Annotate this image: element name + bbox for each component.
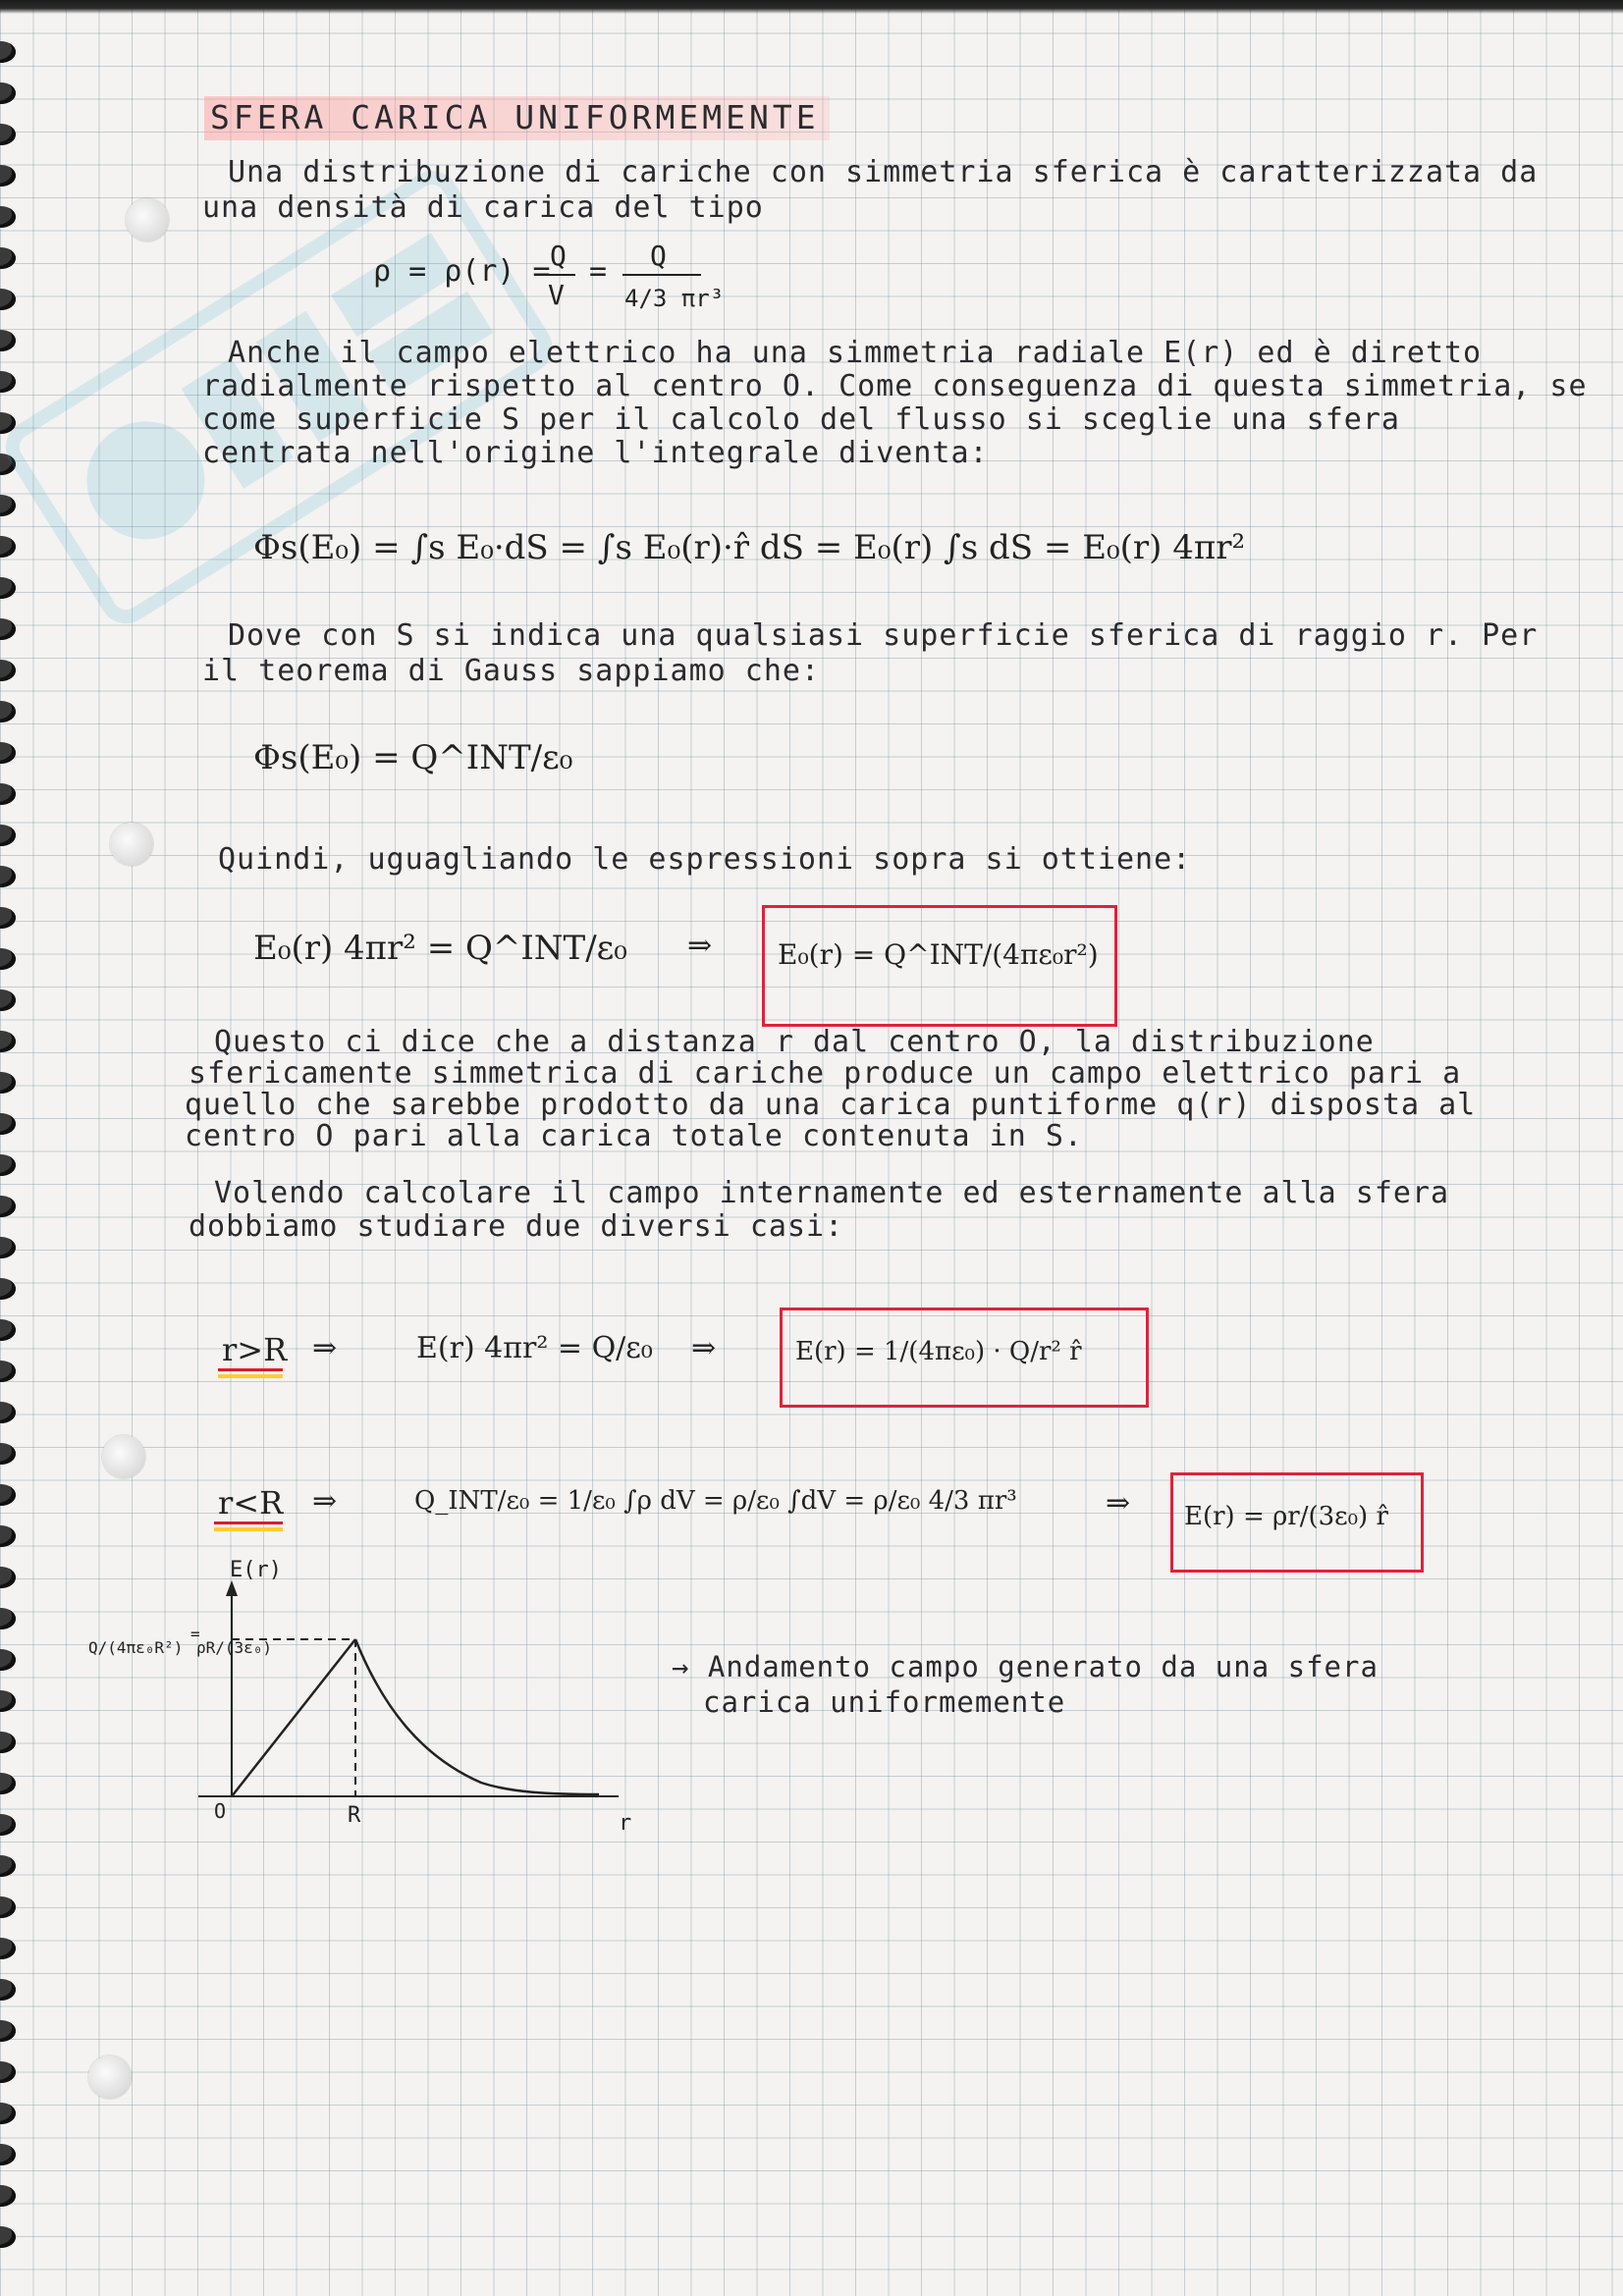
svg-text:Q: Q [550,240,567,272]
binding-ring [0,577,16,599]
binding-ring [0,1855,16,1877]
punch-hole [88,2056,132,2099]
page-top-edge [0,0,1623,14]
binding-ring [0,536,16,558]
R-label: R [348,1803,361,1828]
binding-ring [0,1690,16,1712]
peak-label-left: Q/(4πε₀R²) [88,1638,184,1657]
binding-ring [0,701,16,722]
punch-hole [102,1435,145,1478]
text-line: centrata nell'origine l'integrale diventa: [202,436,989,470]
red-underline [214,1522,283,1524]
binding-ring [0,948,16,970]
field-graph [88,1551,658,1845]
binding-ring [0,1402,16,1423]
binding-ring [0,165,16,187]
binding-ring [0,41,16,63]
text-line: sfericamente simmetrica di cariche produce un campo elettrico pari a [189,1056,1462,1091]
svg-text:V: V [548,279,565,311]
binding-ring [0,1237,16,1258]
binding-ring [0,1896,16,1918]
binding-ring [0,289,16,310]
implies-arrow: ⇒ [691,1331,717,1365]
case-outside-mid-equation: E(r) 4πr² = Q/ε₀ [416,1331,653,1365]
binding-ring [0,124,16,145]
punch-hole [110,823,153,866]
y-axis-label: E(r) [230,1558,282,1582]
svg-text:Q: Q [650,240,667,272]
binding-ring [0,495,16,516]
punch-hole [126,198,169,241]
graph-note-line: carica uniformemente [703,1685,1066,1719]
binding-ring [0,1567,16,1588]
binding-ring [0,1072,16,1094]
text-line: Anche il campo elettrico ha una simmetria radiale E(r) ed è diretto [228,336,1483,370]
case-inside-result-equation: E(r) = ρr/(3ε₀) r̂ [1184,1502,1388,1531]
binding-ring [0,907,16,929]
text-line: come superficie S per il calcolo del flusso si sceglie una sfera [202,402,1400,437]
implies-arrow: ⇒ [312,1331,338,1365]
text-line: Volendo calcolare il campo internamente ed esternamente alla sfera [214,1176,1450,1210]
y-axis-arrow [226,1580,238,1596]
binding-ring [0,1649,16,1671]
text-line: dobbiamo studiare due diversi casi: [189,1209,844,1244]
binding-ring [0,206,16,228]
binding-ring [0,866,16,887]
binding-ring [0,989,16,1011]
gauss-equation: Φs(E₀) = Q^INT/ε₀ [253,738,573,777]
text-line: una densità di carica del tipo [202,190,764,225]
binding-ring [0,1113,16,1135]
density-equation [373,236,727,324]
binding-ring [0,825,16,846]
peak-label-eq: = [190,1625,200,1643]
equate-result-equation: E₀(r) = Q^INT/(4πε₀r²) [778,938,1099,971]
origin-label: O [214,1799,227,1823]
yellow-underline [218,1374,283,1378]
binding-ring [0,1525,16,1547]
text-line: Quindi, uguagliando le espressioni sopra si ottiene: [218,842,1192,877]
page-title: SFERA CARICA UNIFORMEMENTE [204,96,830,140]
binding-ring [0,1154,16,1176]
binding-ring [0,1938,16,1959]
binding-ring [0,2185,16,2207]
binding-ring [0,2103,16,2124]
implies-arrow: ⇒ [1106,1486,1131,1521]
binding-ring [0,2144,16,2165]
binding-ring [0,1979,16,2001]
binding-ring [0,454,16,475]
text-line: il teorema di Gauss sappiamo che: [202,654,821,688]
binding-ring [0,1814,16,1836]
case-outside-label: r>R [222,1331,288,1368]
graph-note-line: → Andamento campo generato da una sfera [672,1650,1379,1683]
flux-integral-equation: Φs(E₀) = ∫s E₀·dS = ∫s E₀(r)·r̂ dS = E₀(r) ∫s dS = E₀(r) 4πr² [253,528,1246,567]
implies-arrow: ⇒ [687,929,713,963]
binding-ring [0,1443,16,1465]
text-line: Questo ci dice che a distanza r dal centro O, la distribuzione [214,1025,1375,1059]
case-inside-label: r<R [218,1484,284,1522]
binding-ring [0,2226,16,2248]
case-inside-mid-equation: Q_INT/ε₀ = 1/ε₀ ∫ρ dV = ρ/ε₀ ∫dV = ρ/ε₀ 4/3 πr³ [414,1486,1017,1516]
binding-ring [0,618,16,640]
case-outside-result-equation: E(r) = 1/(4πε₀) · Q/r² r̂ [795,1337,1082,1366]
implies-arrow: ⇒ [312,1484,338,1519]
binding-ring [0,660,16,681]
x-axis-label: r [619,1811,632,1836]
binding-ring [0,82,16,104]
text-line: radialmente rispetto al centro O. Come conseguenza di questa simmetria, se [202,369,1588,403]
binding-ring [0,1196,16,1217]
peak-label-right: ρR/(3ε₀) [196,1638,273,1657]
binding-ring [0,1319,16,1341]
binding-ring [0,2061,16,2083]
binding-ring [0,412,16,434]
linear-inside-curve [232,1639,355,1796]
binding-ring [0,742,16,764]
binding-ring [0,247,16,269]
binding-ring [0,1031,16,1052]
binding-ring [0,1773,16,1794]
red-underline [218,1368,283,1371]
binding-ring [0,371,16,393]
binding-ring [0,1278,16,1300]
binding-ring [0,2020,16,2042]
text-line: Una distribuzione di cariche con simmetria sferica è caratterizzata da [228,155,1539,189]
binding-ring [0,1608,16,1629]
text-line: quello che sarebbe prodotto da una carica puntiforme q(r) disposta al [185,1088,1477,1122]
binding-ring [0,1361,16,1382]
binding-ring [0,1732,16,1753]
inverse-square-outside-curve [355,1639,599,1794]
binding-ring [0,330,16,351]
binding-ring [0,783,16,805]
text-line: centro O pari alla carica totale contenuta in S. [185,1119,1083,1153]
text-line: Dove con S si indica una qualsiasi superficie sferica di raggio r. Per [228,618,1539,653]
svg-text:=: = [589,254,608,289]
equate-lhs-equation: E₀(r) 4πr² = Q^INT/ε₀ [253,929,627,968]
binding-ring [0,1484,16,1506]
yellow-underline [214,1527,283,1531]
density-lhs: ρ = ρ(r) = [373,254,551,289]
svg-text:4/3 πr³: 4/3 πr³ [624,285,725,312]
